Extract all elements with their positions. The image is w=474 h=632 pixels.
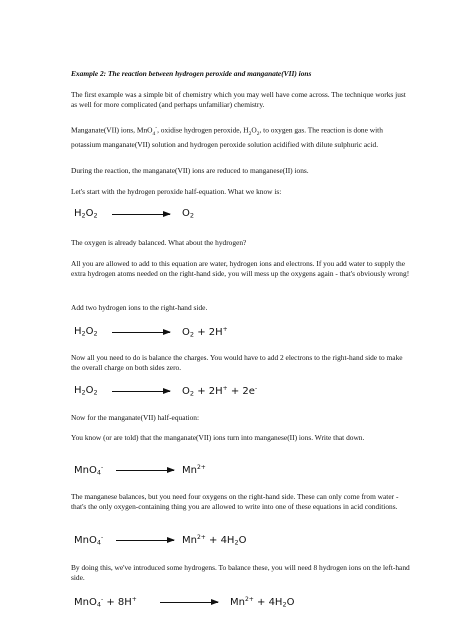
reaction-arrow	[160, 602, 218, 603]
equation-lhs: $H_2O_2$	[74, 326, 98, 338]
equation-rhs: $Mn^{2+}$	[182, 464, 206, 476]
paragraph-allowed-species: All you are allowed to add to this equation are water, hydrogen ions and electrons. If you add water to supply the extra hydrogen atoms needed on the right-hand side, you will mess up the oxygens again - that's obviously wrong!	[71, 259, 410, 278]
equation-rhs: $Mn^{2+} + 4H_2O$	[182, 534, 247, 547]
equation-rhs: $O_2$	[182, 208, 195, 220]
equation-lhs: $H_2O_2$	[74, 208, 98, 220]
reaction-arrow	[116, 470, 174, 471]
paragraph-balance-charges: Now all you need to do is balance the charges. You would have to add 2 electrons to the right-hand side to make the overall charge on both sides zero.	[71, 353, 403, 372]
equation-lhs: $H_2O_2$	[74, 385, 98, 397]
paragraph-manganate-ions: Manganate(VII) ions, MnO$_4$-, oxidise hydrogen peroxide, $H_2O_2$, to oxygen gas. The reaction is done with potassium manganate(VII) solution and hydrogen peroxide solution acidified with dilute sulphuric acid.	[71, 125, 383, 149]
reaction-arrow	[116, 540, 174, 541]
paragraph-intro: The first example was a simple bit of chemistry which you may well have come across. The technique works just as well for more complicated (and perhaps unfamiliar) chemistry.	[71, 90, 406, 109]
paragraph-manganate-half-equation: Now for the manganate(VII) half-equation:	[71, 413, 200, 422]
paragraph-start-peroxide: Let's start with the hydrogen peroxide half-equation. What we know is:	[71, 187, 282, 196]
paragraph-manganese-balances: The manganese balances, but you need four oxygens on the right-hand side. These can only come from water - that's the only oxygen-containing thing you are allowed to write into one of these equations in acid conditions.	[71, 492, 399, 511]
equation-rhs: $O_2 + 2H^+$	[182, 326, 228, 339]
paragraph-introduced-hydrogens: By doing this, we've introduced some hydrogens. To balance these, you will need 8 hydrogen ions on the left-hand side.	[71, 563, 410, 582]
equation-rhs: $O_2 + 2H^+ + 2e^-$	[182, 385, 258, 398]
equation-lhs: MnO$_4$-	[74, 534, 104, 547]
paragraph-oxygen-balanced: The oxygen is already balanced. What about the hydrogen?	[71, 238, 247, 247]
equation-lhs: MnO$_4$-	[74, 464, 104, 477]
paragraph-add-hydrogen-ions: Add two hydrogen ions to the right-hand side.	[71, 303, 208, 312]
reaction-arrow	[112, 214, 170, 215]
equation-lhs: MnO$_4$- + 8H+	[74, 596, 137, 609]
example-title: Example 2: The reaction between hydrogen peroxide and manganate(VII) ions	[71, 69, 312, 78]
reaction-arrow	[112, 332, 170, 333]
reaction-arrow	[112, 391, 170, 392]
equation-rhs: $Mn^{2+} + 4H_2O$	[230, 596, 295, 609]
paragraph-write-down: You know (or are told) that the manganate(VII) ions turn into manganese(II) ions. Write that down.	[71, 433, 365, 442]
paragraph-reduction: During the reaction, the manganate(VII) ions are reduced to manganese(II) ions.	[71, 166, 309, 175]
